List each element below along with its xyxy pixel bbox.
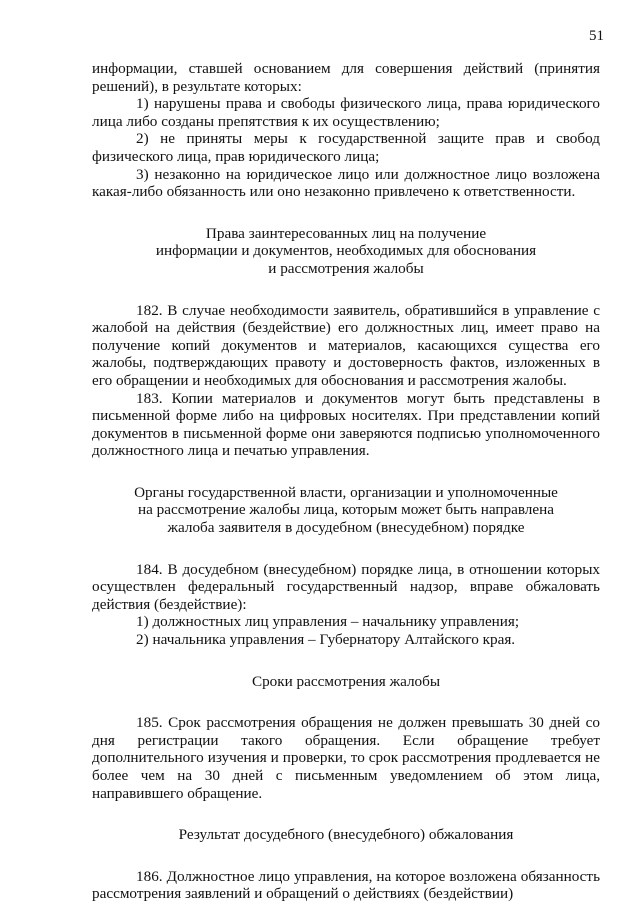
paragraph-183: 183. Копии материалов и документов могут быть представлены в письменной форме либо на цифровых носителях. При представлении копий документов в письменной форме они заверяются подписью уполномоченного должностного лица и печатью управления.	[92, 389, 600, 460]
list-item: 1) нарушены права и свободы физического лица, права юридического лица либо созданы препятствия к их осуществлению;	[92, 95, 600, 130]
paragraph-184: 184. В досудебном (внесудебном) порядке лица, в отношении которых осуществлен федеральный государственный надзор, вправе обжаловать действия (бездействие):	[92, 560, 600, 613]
heading-line: и рассмотрения жалобы	[268, 259, 424, 277]
section-heading: Сроки рассмотрения жалобы	[251, 672, 441, 690]
section-heading	[92, 484, 600, 537]
document-body	[92, 60, 600, 903]
section-heading	[92, 225, 600, 278]
section-heading: Результат досудебного (внесудебного) обжалования	[178, 826, 514, 844]
heading-line: Права заинтересованных лиц на получение	[205, 224, 487, 242]
list-item: 2) не приняты меры к государственной защите прав и свобод физического лица, прав юридического лица;	[92, 130, 600, 165]
heading-line: информации и документов, необходимых для обоснования	[155, 242, 537, 260]
heading-line: Органы государственной власти, организации и уполномоченные	[134, 483, 558, 501]
paragraph-185: 185. Срок рассмотрения обращения не должен превышать 30 дней со дня регистрации такого обращения. Если обращение требует дополнительного изучения и проверки, то срок рассмотрения продлевается не более чем на 30 дней с письменным уведомлением об этом лица, направившего обращение.	[92, 714, 600, 802]
list-item: 3) незаконно на юридическое лицо или должностное лицо возложена какая-либо обязанность или оно незаконно привлечено к ответственности.	[92, 165, 600, 201]
paragraph-intro: информации, ставшей основанием для совершения действий (принятия решений), в результате которых:	[92, 60, 600, 95]
heading-line: на рассмотрение жалобы лица, которым может быть направлена	[138, 501, 554, 519]
paragraph-182: 182. В случае необходимости заявитель, обратившийся в управление с жалобой на действия (бездействие) его должностных лиц, имеет право на получение копий документов и материалов, касающихся существа его жалобы, подтверждающих правоту и достоверность фактов, изложенных в его обращении и необходимых для обоснования и рассмотрения жалобы.	[92, 301, 600, 389]
list-item: 2) начальника управления – Губернатору Алтайского края.	[136, 631, 516, 649]
heading-line: жалоба заявителя в досудебном (внесудебном) порядке	[167, 519, 525, 537]
list-item: 1) должностных лиц управления – начальнику управления;	[136, 613, 520, 631]
page-number: 51	[589, 28, 604, 44]
paragraph-186: 186. Должностное лицо управления, на которое возложена обязанность рассмотрения заявлений и обращений о действиях (бездействии)	[92, 867, 600, 903]
